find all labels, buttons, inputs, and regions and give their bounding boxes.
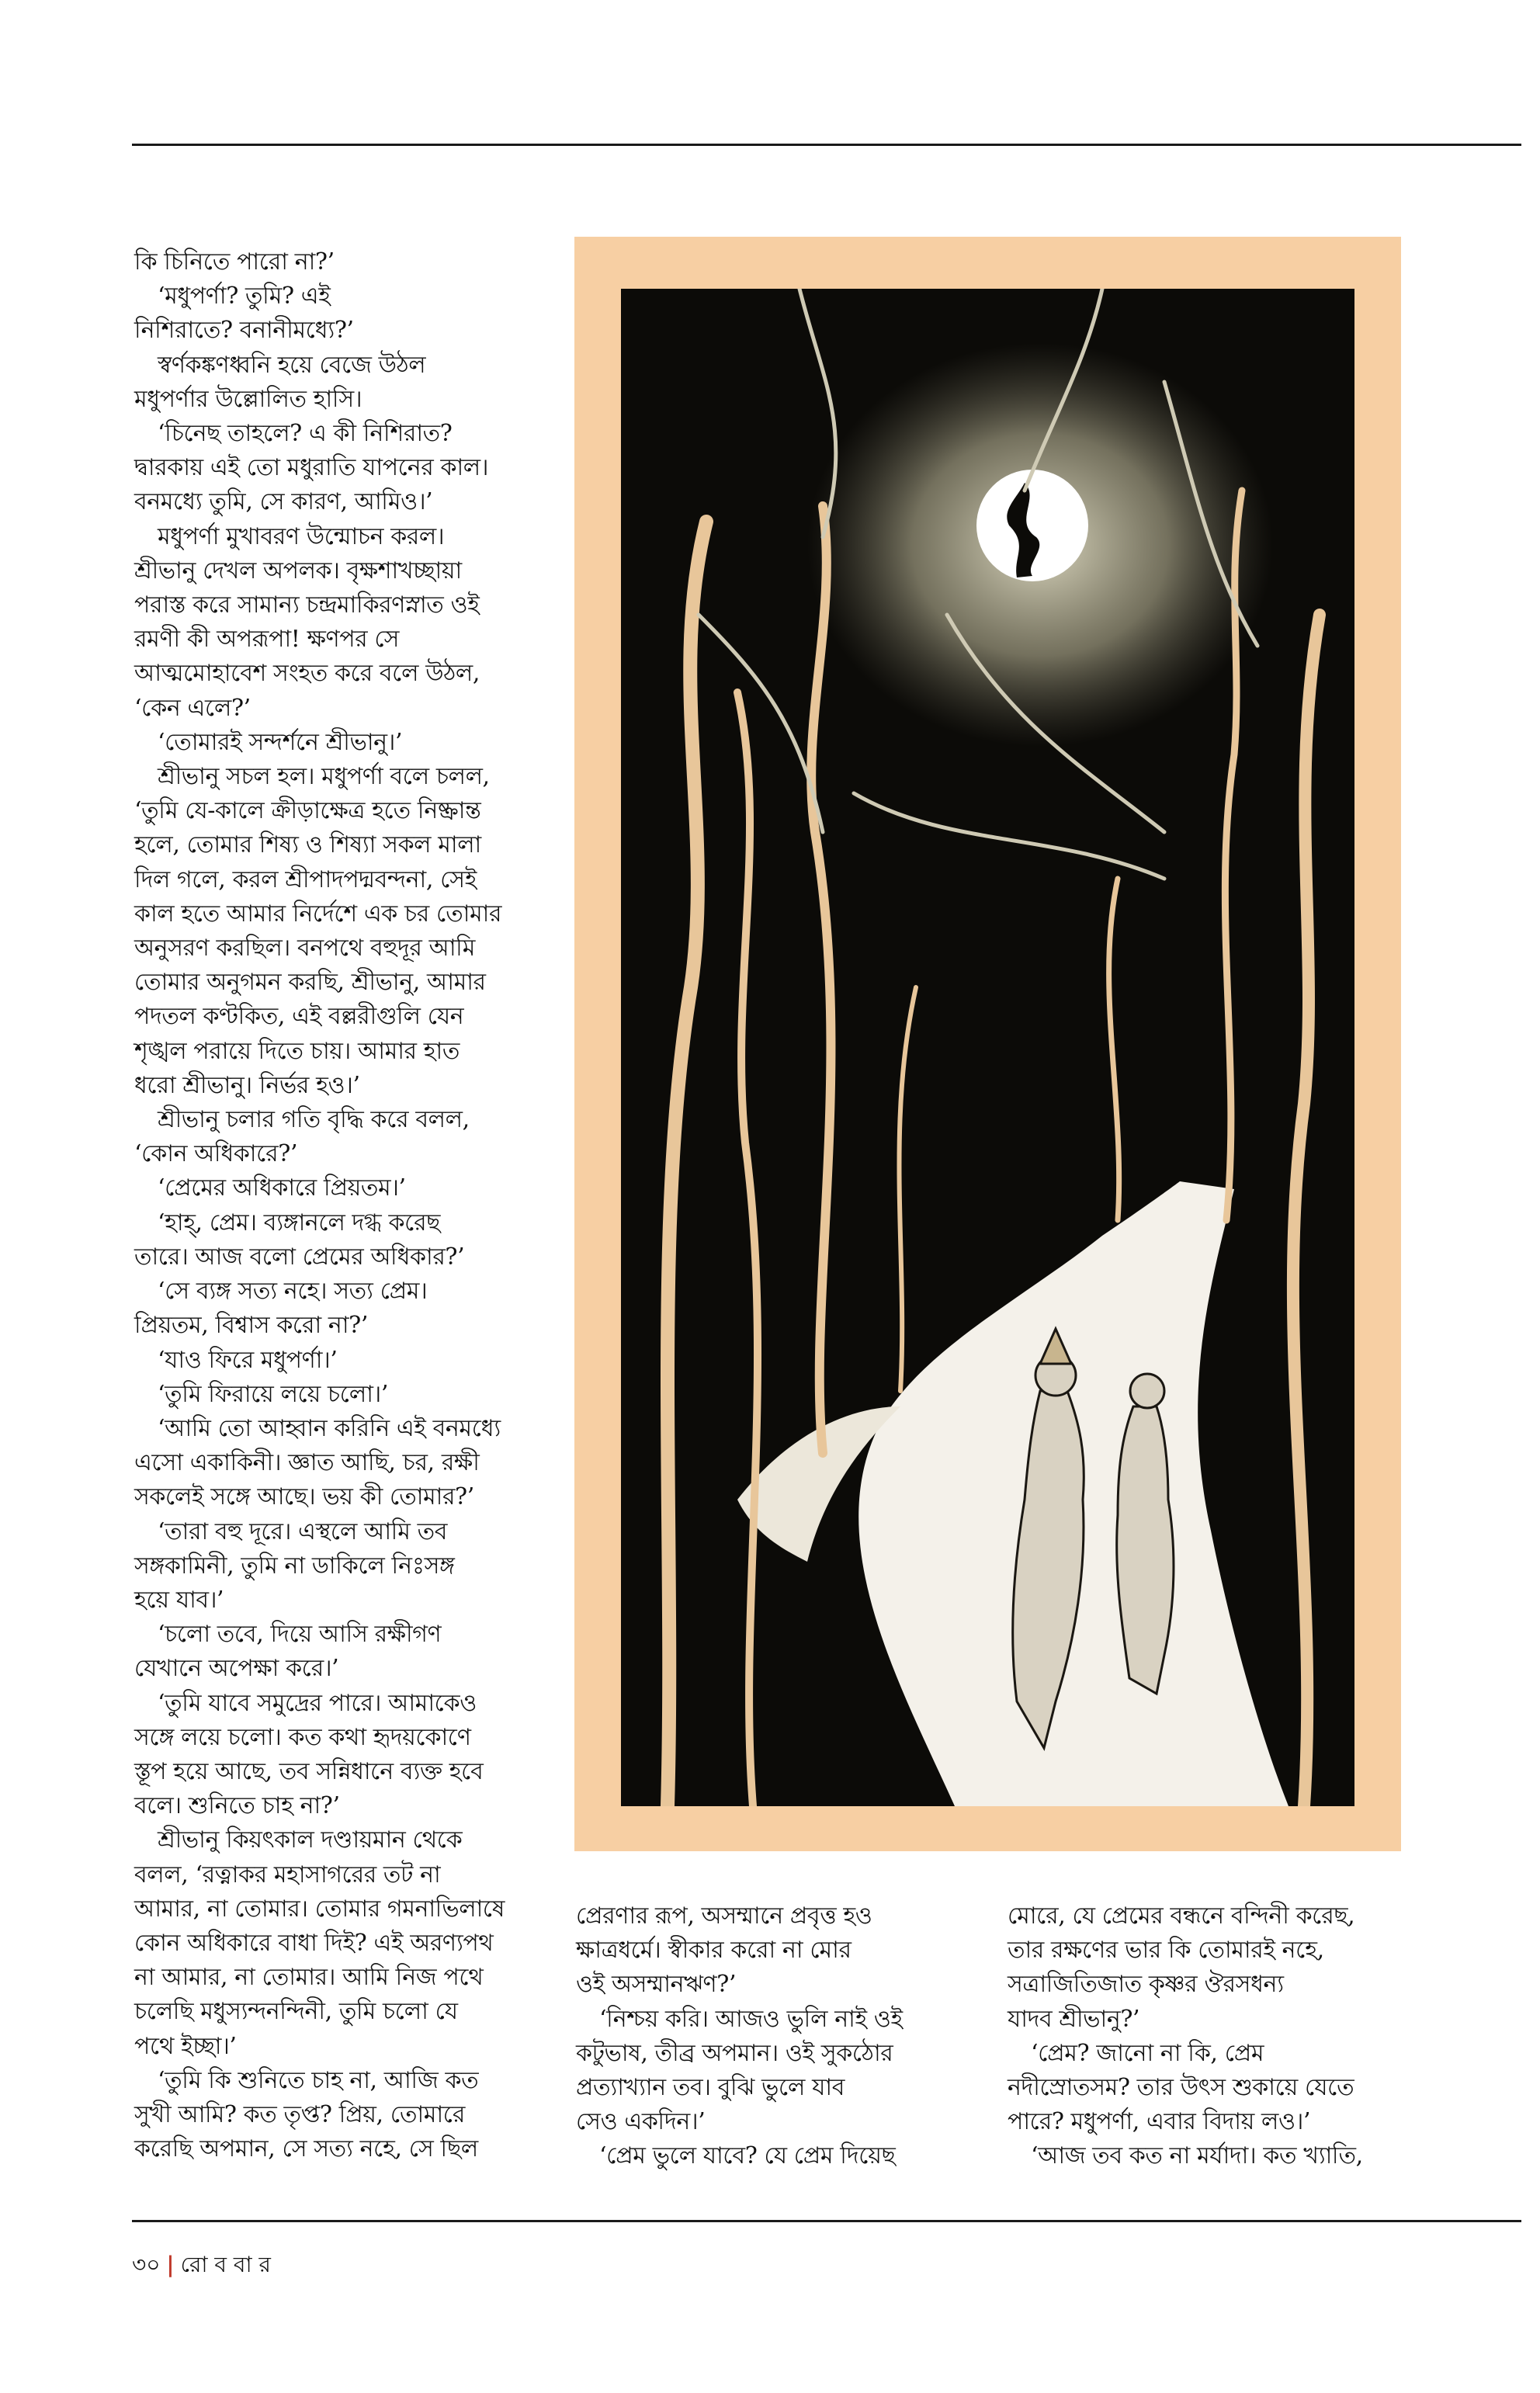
tree-trunk xyxy=(668,522,706,1806)
text-line: দ্বারকায় এই তো মধুরাতি যাপনের কাল। xyxy=(134,454,489,482)
figure-woman xyxy=(1117,1406,1174,1694)
text-line: শ্রীভানু দেখল অপলক। বৃক্ষশাখচ্ছায়া xyxy=(134,557,462,584)
text-line: ‘কোন অধিকারে?’ xyxy=(134,1140,298,1168)
text-line: সকলেই সঙ্গে আছে। ভয় কী তোমার?’ xyxy=(134,1483,474,1511)
magazine-name: রো ব বা র xyxy=(180,2252,271,2277)
tree-trunk xyxy=(1109,879,1119,1220)
text-line: মোরে, যে প্রেমের বন্ধনে বন্দিনী করেছ, xyxy=(1008,1902,1355,1930)
text-line: না আমার, না তোমার। আমি নিজ পথে xyxy=(134,1964,484,1992)
text-line: তারে। আজ বলো প্রেমের অধিকার?’ xyxy=(134,1243,465,1271)
footer-separator: | xyxy=(166,2252,175,2277)
header-rule xyxy=(132,144,1521,146)
text-line: পদতল কণ্টকিত, এই বল্লরীগুলি যেন xyxy=(134,1003,464,1031)
text-line: বলে। শুনিতে চাহ না?’ xyxy=(134,1792,340,1820)
text-line: শৃঙ্খল পরায়ে দিতে চায়। আমার হাত xyxy=(134,1037,460,1065)
text-line: বনমধ্যে তুমি, সে কারণ, আমিও।’ xyxy=(134,488,433,516)
tree-trunk xyxy=(737,692,758,1806)
text-line: প্রেরণার রূপ, অসম্মানে প্রবৃত্ত হও xyxy=(576,1902,872,1930)
text-line: কি চিনিতে পারো না?’ xyxy=(134,248,335,276)
text-line: এসো একাকিনী। জ্ঞাত আছি, চর, রক্ষী xyxy=(134,1449,480,1477)
text-line: কটুভাষ, তীব্র অপমান। ওই সুকঠোর xyxy=(576,2039,893,2067)
text-line: সঙ্গকামিনী, তুমি না ডাকিলে নিঃসঙ্গ xyxy=(134,1552,455,1580)
text-line: নদীস্রোতসম? তার উৎস শুকায়ে যেতে xyxy=(1008,2074,1354,2102)
text-line: হয়ে যাব।’ xyxy=(134,1586,224,1614)
text-line: আমার, না তোমার। তোমার গমনাভিলাষে xyxy=(134,1895,505,1923)
text-line: অনুসরণ করছিল। বনপথে বহুদূর আমি xyxy=(134,935,476,962)
text-line: ‘চিনেছ তাহলে? এ কী নিশিরাত? xyxy=(158,420,453,448)
text-line: ‘প্রেম ভুলে যাবে? যে প্রেম দিয়েছ xyxy=(599,2142,896,2170)
branch xyxy=(854,793,1164,879)
text-line: যেখানে অপেক্ষা করে।’ xyxy=(134,1655,339,1683)
text-line: ‘প্রেমের অধিকারে প্রিয়তম।’ xyxy=(158,1174,406,1202)
tree-trunk xyxy=(899,987,916,1391)
text-line: হলে, তোমার শিষ্য ও শিষ্যা সকল মালা xyxy=(134,831,481,859)
page-number: ৩০ xyxy=(132,2252,161,2277)
text-line: পথে ইচ্ছা।’ xyxy=(134,2032,237,2060)
text-line: করেছি অপমান, সে সত্য নহে, সে ছিল xyxy=(134,2135,478,2163)
text-line: ক্ষাত্রধর্মে। স্বীকার করো না মোর xyxy=(576,1937,852,1965)
tree-trunk xyxy=(811,506,831,1453)
text-line: ‘তুমি কি শুনিতে চাহ না, আজি কত xyxy=(158,2066,479,2094)
text-line: স্বর্ণকঙ্কণধ্বনি হয়ে বেজে উঠল xyxy=(158,351,426,379)
text-line: ‘কেন এলে?’ xyxy=(134,694,251,722)
text-line: ‘তারা বহু দূরে। এস্থলে আমি তব xyxy=(158,1517,448,1545)
text-line: শ্রীভানু কিয়ৎকাল দণ্ডায়মান থেকে xyxy=(158,1826,463,1854)
text-line: ওই অসম্মানঋণ?’ xyxy=(576,1971,737,1999)
text-line: প্রত্যাখ্যান তব। বুঝি ভুলে যাব xyxy=(576,2074,845,2102)
text-line: মধুপর্ণা মুখাবরণ উন্মোচন করল। xyxy=(158,522,445,550)
text-line: সঙ্গে লয়ে চলো। কত কথা হৃদয়কোণে xyxy=(134,1723,471,1751)
text-column-middle xyxy=(576,1899,903,2174)
figure-woman-head xyxy=(1130,1374,1164,1408)
text-line: সেও একদিন।’ xyxy=(576,2108,706,2136)
text-line: তার রক্ষণের ভার কি তোমারই নহে, xyxy=(1008,1937,1324,1965)
page-footer xyxy=(132,2249,271,2280)
text-line: রমণী কী অপরূপা! ক্ষণপর সে xyxy=(134,626,400,654)
text-line: ‘যাও ফিরে মধুপর্ণা।’ xyxy=(158,1346,338,1374)
text-line: দিল গলে, করল শ্রীপাদপদ্মবন্দনা, সেই xyxy=(134,865,477,893)
text-line: ‘আমি তো আহ্বান করিনি এই বনমধ্যে xyxy=(158,1414,501,1442)
text-line: যাদব শ্রীভানু?’ xyxy=(1008,2005,1140,2033)
text-line: ‘তুমি যে-কালে ক্রীড়াক্ষেত্র হতে নিষ্ক্রান্ত xyxy=(134,797,481,825)
text-line: কাল হতে আমার নির্দেশে এক চর তোমার xyxy=(134,900,502,928)
text-line: কোন অধিকারে বাধা দিই? এই অরণ্যপথ xyxy=(134,1929,494,1957)
text-line: চলেছি মধুস্যন্দনন্দিনী, তুমি চলো যে xyxy=(134,1998,458,2026)
text-line: ‘চলো তবে, দিয়ে আসি রক্ষীগণ xyxy=(158,1621,442,1649)
text-column-left xyxy=(134,245,505,2166)
branch xyxy=(699,615,823,832)
text-line: ‘তোমারই সন্দর্শনে শ্রীভানু।’ xyxy=(158,728,403,756)
forest-night-artwork xyxy=(621,289,1354,1806)
text-line: আত্মমোহাবেশ সংহত করে বলে উঠল, xyxy=(134,660,480,688)
text-line: ‘মধুপর্ণা? তুমি? এই xyxy=(158,283,331,310)
text-column-right xyxy=(1008,1899,1363,2174)
text-line: প্রিয়তম, বিশ্বাস করো না?’ xyxy=(134,1312,368,1340)
footer-rule xyxy=(132,2220,1521,2222)
text-line: ‘নিশ্চয় করি। আজও ভুলি নাই ওই xyxy=(599,2005,903,2033)
text-line: মধুপর্ণার উল্লোলিত হাসি। xyxy=(134,385,362,413)
text-line: ধরো শ্রীভানু। নির্ভর হও।’ xyxy=(134,1071,360,1099)
text-line: বলল, ‘রত্নাকর মহাসাগরের তট না xyxy=(134,1861,441,1888)
text-line: সুখী আমি? কত তৃপ্ত? প্রিয়, তোমারে xyxy=(134,2100,465,2128)
text-line: ‘তুমি ফিরায়ে লয়ে চলো।’ xyxy=(158,1380,388,1408)
text-line: নিশিরাতে? বনানীমধ্যে?’ xyxy=(134,317,354,345)
text-line: সত্রাজিতিজাত কৃষ্ণর ঔরসধন্য xyxy=(1008,1971,1284,1999)
text-line: তোমার অনুগমন করছি, শ্রীভানু, আমার xyxy=(134,969,486,997)
text-line: শ্রীভানু সচল হল। মধুপর্ণা বলে চলল, xyxy=(158,763,490,791)
text-line: ‘আজ তব কত না মর্যাদা। কত খ্যাতি, xyxy=(1031,2142,1363,2170)
text-line: ‘তুমি যাবে সমুদ্রের পারে। আমাকেও xyxy=(158,1689,477,1717)
text-line: স্তূপ হয়ে আছে, তব সন্নিধানে ব্যক্ত হবে xyxy=(134,1757,484,1785)
text-line: ‘সে ব্যঙ্গ সত্য নহে। সত্য প্রেম। xyxy=(158,1278,428,1306)
moon-icon xyxy=(976,470,1088,581)
text-line: ‘হাহ্, প্রেম। ব্যঙ্গানলে দগ্ধ করেছ xyxy=(158,1209,441,1236)
text-line: পরাস্ত করে সামান্য চন্দ্রমাকিরণস্নাত ওই xyxy=(134,591,480,619)
text-line: ‘প্রেম? জানো না কি, প্রেম xyxy=(1031,2039,1264,2067)
tree-trunk xyxy=(1293,615,1320,1806)
text-line: শ্রীভানু চলার গতি বৃদ্ধি করে বলল, xyxy=(158,1106,470,1134)
text-line: পারে? মধুপর্ণা, এবার বিদায় লও।’ xyxy=(1008,2108,1311,2136)
forest-illustration xyxy=(621,289,1354,1806)
